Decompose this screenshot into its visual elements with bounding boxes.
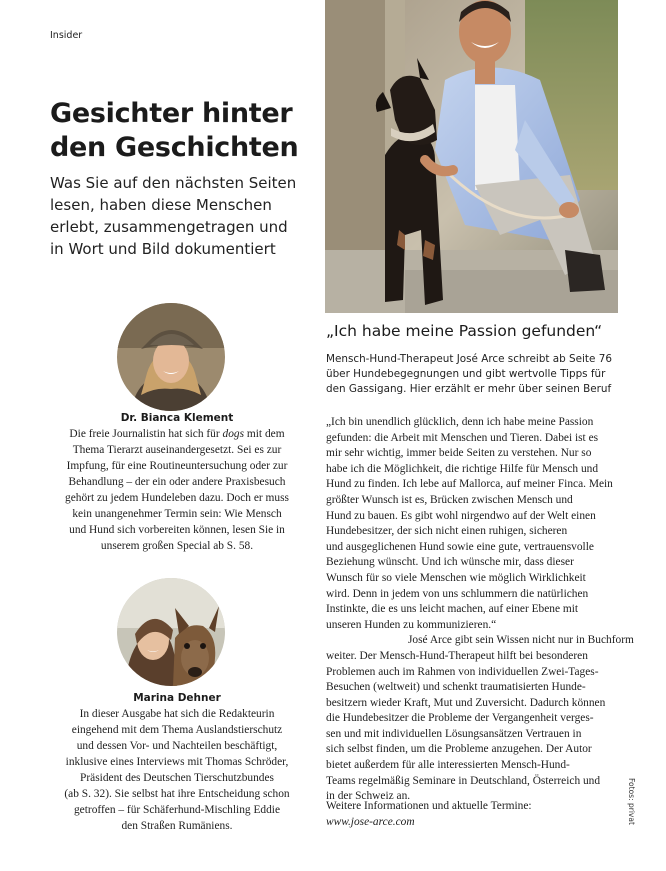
headline-line: den Geschichten [50,132,299,163]
body-line: gefunden: die Arbeit mit Menschen und Tieren. Dabei ist es [326,431,599,444]
body-line: José Arce gibt sein Wissen nicht nur in Buchform [408,634,634,647]
intro-line: Mensch-Hund-Therapeut José Arce schreibt ab Seite 76 [326,353,612,365]
page-headline [50,97,320,165]
headline-line: Gesichter hinter [50,98,293,129]
bio-line: und dessen Vor- und Nachteilen beschäftigt, [76,740,278,752]
body-line: Hundebesitzer, der sich nicht einen ruhigen, sicheren [326,525,568,538]
bio-line: Thema Tierarzt auseinandergesetzt. Sei es zur [72,444,282,456]
bio-line: gehört zu jedem Hundeleben dazu. Doch er muss [65,492,289,504]
body-line: „Ich bin unendlich glücklich, denn ich habe meine Passion [326,416,594,428]
bio-line [44,426,310,442]
body-line: die Hundebesitzer die Probleme der Vergangenheit verges- [326,712,594,725]
website-link[interactable]: www.jose-arce.com [326,816,415,828]
bio-bianca-klement [44,412,310,554]
bio-name: Marina Dehner [133,692,221,704]
bio-line: inklusive eines Interviews mit Thomas Schröder, [65,756,289,768]
body-line: sich selbst finden, um die Probleme anzugehen. Der Autor [326,743,592,756]
bio-line: kein unangenehmer Termin sein: Wie Mensch [72,508,282,520]
body-line: bietet außerdem für alle interessierten Mensch-Hund- [326,759,570,772]
lead-line: Was Sie auf den nächsten Seiten [50,174,297,192]
hero-photo [325,0,618,313]
bio-line: Behandlung – der ein oder andere Praxisbesuch [68,476,286,488]
body-line: Besuchen (weltweit) und schenkt traumatisierten Hunde- [326,681,586,694]
body-line: in der Schweiz an. [326,790,411,803]
lead-line: erlebt, zusammengetragen und [50,218,288,236]
bio-line: (ab S. 32). Sie selbst hat ihre Entscheidung schon [64,788,290,800]
feature-body [326,415,634,805]
bio-line: Impfung, für eine Routineuntersuchung oder zur [66,460,288,472]
body-line: besitzern wieder Kraft, Mut und Zuversicht. Dadurch können [326,696,606,709]
bio-line: Präsident des Deutschen Tierschutzbundes [80,772,274,784]
body-line: habe ich die Möglichkeit, die richtige Hilfe für Mensch und [326,462,599,475]
photo-credit: Fotos: privat [627,778,636,825]
intro-line: den Gassigang. Hier erzählt er mehr über seinen Beruf [326,383,612,395]
bio-text: Die freie Journalistin hat sich für dogs mit dem [69,428,285,440]
body-line: Beziehung wünscht. Und ich wünsche mir, dass dieser [326,556,574,569]
portrait-marina-dehner [117,578,225,686]
lead-line: in Wort und Bild dokumentiert [50,240,276,258]
body-line: wird. Denn in jedem von uns schlummern die natürlichen [326,587,589,600]
intro-line: über Hundebegegnungen und gibt wertvolle Tipps für [326,368,606,380]
bio-line: In dieser Ausgabe hat sich die Redakteurin [79,708,275,720]
body-line: Teams regelmäßig Seminare in Deutschland, Österreich und [326,774,601,787]
body-line: und ausgeglichenen Hund sowie eine gute, vertrauensvolle [326,540,594,553]
bio-marina-dehner [44,692,310,834]
bio-line: und Hund sich vorbereiten können, lesen Sie in [69,524,285,536]
bio-line: den Straßen Rumäniens. [121,820,233,832]
feature-quote-title: „Ich habe meine Passion gefunden“ [326,322,603,340]
body-line: Wunsch für so viele Menschen wie möglich Wirklichkeit [326,571,586,584]
feature-intro [326,352,626,397]
feature-footer [326,798,532,830]
body-line: größter Wunsch ist es, Brücken zwischen Mensch und [326,493,573,506]
body-line: unseren Hunden zu kommunizieren.“ [326,618,497,631]
lead-line: lesen, haben diese Menschen [50,196,272,214]
lead-paragraph [50,172,310,260]
footer-label: Weitere Informationen und aktuelle Termine: [326,800,532,812]
body-line: Instinkte, die es uns leicht machen, auf einer Ebene mit [326,603,579,616]
body-line: Hund zu bauen. Es gibt wohl nirgendwo auf der Welt einen [326,509,596,522]
body-line: Hund zu finden. Ich lebe auf Mallorca, auf meiner Finca. Mein [326,478,613,491]
body-line: weiter. Der Mensch-Hund-Therapeut hilft bei besonderen [326,649,588,662]
bio-line: getroffen – für Schäferhund-Mischling Eddie [73,804,281,816]
bio-name: Dr. Bianca Klement [120,412,234,424]
body-line: Problemen auch im Rahmen von individuellen Zwei-Tages- [326,665,599,678]
bio-line: unserem großen Special ab S. 58. [100,540,254,552]
body-line: sen und mit individuellen Lösungsansätzen Vertrauen in [326,727,582,740]
section-label: Insider [50,30,83,41]
body-line: mir sehr wichtig, immer beide Seiten zu verstehen. Nur so [326,447,592,460]
bio-line: eingehend mit dem Thema Auslandstierschutz [71,724,283,736]
portrait-bianca-klement [117,303,225,411]
